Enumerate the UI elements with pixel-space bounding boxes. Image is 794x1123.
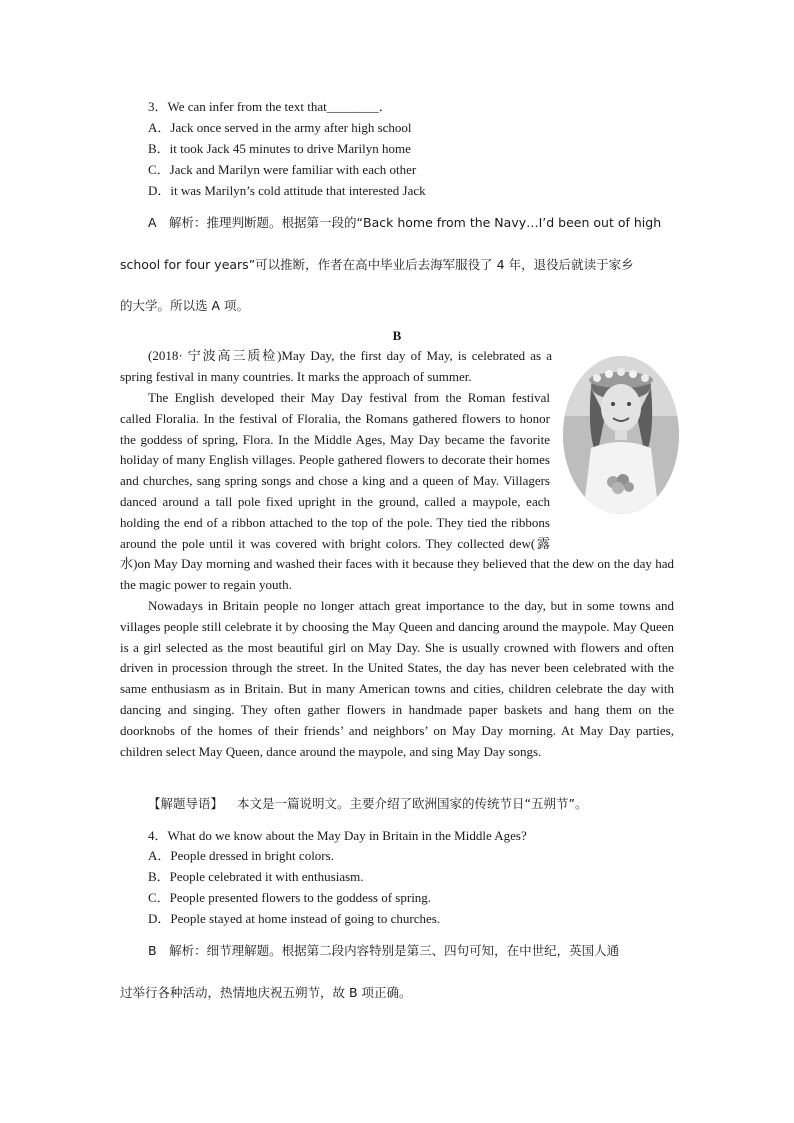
passage-source: (2018· 宁波高三质检) — [148, 348, 282, 363]
question-3-analysis-line-2: school for four years”可以推断，作者在高中毕业后去海军服役了 4 年，退役后就读于家乡 — [120, 257, 634, 272]
guide-text: 本文是一篇说明文。主要介绍了欧洲国家的传统节日“五朔节”。 — [237, 796, 588, 811]
passage-guide — [148, 796, 587, 812]
question-3-analysis-line-3: 的大学。所以选 A 项。 — [120, 298, 249, 313]
question-4-option-d: D．People stayed at home instead of going to churches. — [148, 911, 441, 926]
question-4-option-b: B．People celebrated it with enthusiasm. — [148, 869, 364, 884]
passage-paragraph-2 — [120, 388, 674, 596]
question-3-option-a: A．Jack once served in the army after high school — [148, 120, 412, 135]
question-3-stem: 3．We can infer from the text that________． — [148, 99, 392, 114]
question-3-option-b: B．it took Jack 45 minutes to drive Marilyn home — [148, 141, 411, 156]
question-3-option-d: D．it was Marilyn’s cold attitude that interested Jack — [148, 183, 426, 198]
passage-paragraph-1 — [120, 346, 552, 388]
passage-paragraph-3-text: Nowadays in Britain people no longer attach great importance to the day, but in some towns and villages people still celebrate it by choosing the May Queen and dancing around the maypole. May Queen is a girl selected as the most beautiful girl on May Day. She is usually crowned with flowers and often driven in procession through the street. In the United States, the day has never been celebrated with the same enthusiasm as in Britain. But in many American towns and cities, children celebrate the day with dancing and singing. They often gather flowers in handmade paper baskets and hang them on the doorknobs of the homes of their friends’ and neighbors’ on May Day morning. At May Day parties, children select May Queen, dance around the maypole, and sing May Day songs. — [120, 598, 674, 759]
question-3-analysis-line-1: A 解析：推理判断题。根据第一段的“Back home from the Navy…I’d been out of high — [148, 215, 662, 230]
question-4-option-a: A．People dressed in bright colors. — [148, 848, 334, 863]
question-4-analysis-line-2: 过举行各种活动，热情地庆祝五朔节，故 B 项正确。 — [120, 985, 412, 1000]
question-3-option-c: C．Jack and Marilyn were familiar with each other — [148, 162, 417, 177]
passage-paragraph-1-text: May Day, the first day of May, is celebrated as a spring festival in many countries. It marks the approach of summer. — [120, 348, 552, 384]
photo-wrap-spacer — [550, 388, 674, 534]
guide-label: 【解题导语】 — [148, 796, 224, 811]
passage-heading: B — [392, 328, 402, 343]
question-4-option-c: C．People presented flowers to the goddess of spring. — [148, 890, 432, 905]
question-4-analysis-line-1: B 解析：细节理解题。根据第二段内容特别是第三、四句可知，在中世纪，英国人通 — [148, 943, 620, 958]
passage-paragraph-3 — [120, 596, 674, 762]
passage-paragraph-2-text: The English developed their May Day festival from the Roman festival called Floralia. In the festival of Floralia, the Romans gathered flowers to honor the goddess of spring, Flora. In the Middle Ages, May Day became the favorite holiday of many English villages. People gathered flowers to decorate their homes and churches, sang spring songs and chose a king and a queen of May. Villagers danced around a tall pole fixed upright in the ground, called a maypole, each holding the end of a ribbon attached to the top of the pole. They tied the ribbons around the pole until it was covered with bright colors. They collected dew(露水)on May Day morning and washed their faces with it because they believed that the dew on the day had the magic power to regain youth. — [120, 390, 674, 593]
question-4-stem: 4．What do we know about the May Day in Britain in the Middle Ages? — [148, 828, 527, 843]
